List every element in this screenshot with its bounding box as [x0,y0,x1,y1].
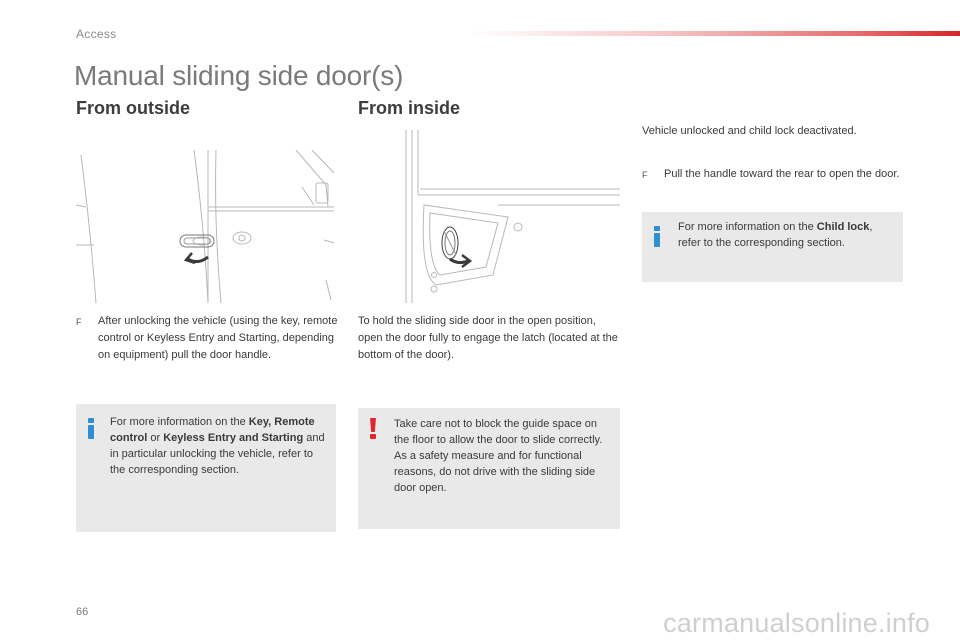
inside-door-illustration [358,125,620,303]
bullet-marker: F [76,317,82,327]
child-lock-info-text: For more information on the Child lock, refer to the corresponding section. [678,221,873,249]
outside-instruction [76,313,338,364]
bullet-marker: F [642,170,648,180]
heading-from-inside: From inside [358,98,461,118]
inside-instruction [642,166,904,184]
page-title: Manual sliding side door(s) [74,60,404,91]
header-accent-bar [470,31,960,36]
inside-warning-box [358,408,620,529]
outside-info-box [76,404,336,532]
child-lock-info-box [642,212,903,282]
outside-instruction-text: After unlocking the vehicle (using the key, remote control or Keyless Entry and Starting, depending on equipment) pull the door handle. [98,315,338,361]
outside-door-illustration [76,145,336,303]
watermark: carmanualsonline.info [663,608,930,638]
inside-hold-text: To hold the sliding side door in the open position, open the door fully to engage the latch (located at the bottom of the door). [358,315,618,361]
section-label: Access [76,27,117,41]
outside-info-text: For more information on the Key, Remote control or Keyless Entry and Starting and in particular unlocking the vehicle, refer to the corresponding section. [110,416,325,476]
heading-from-outside: From outside [76,98,191,118]
condition-text: Vehicle unlocked and child lock deactivated. [642,125,857,137]
warning-text: Take care not to block the guide space on the floor to allow the door to slide correctly. As a safety measure and for functional reasons, do not drive with the sliding side door open. [394,418,603,494]
page-number: 66 [76,606,89,618]
info-icon [654,226,660,247]
inside-instruction-text: Pull the handle toward the rear to open the door. [664,168,900,180]
info-icon [88,418,94,439]
warning-icon [370,418,376,439]
